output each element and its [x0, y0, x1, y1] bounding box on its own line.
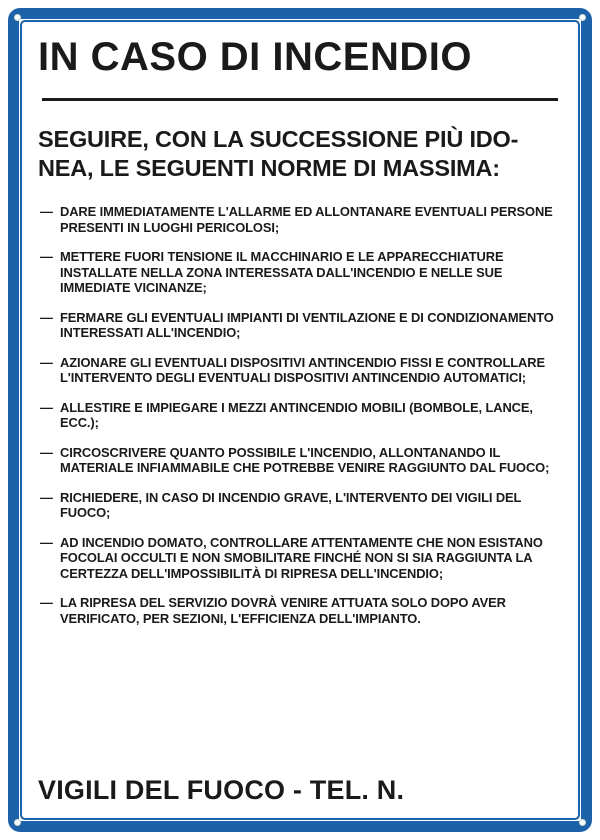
list-item — [40, 310, 564, 341]
list-item — [40, 204, 564, 235]
list-item — [40, 595, 564, 626]
list-item-text: AZIONARE GLI EVENTUALI DISPOSITIVI ANTINCENDIO FISSI E CONTROLLARE L'INTERVENTO DEGLI EVENTUALI DISPOSITIVI ANTINCENDIO AUTOMATICI; — [60, 354, 545, 386]
list-item-text: ALLESTIRE E IMPIEGARE I MEZZI ANTINCENDIO MOBILI (BOMBOLE, LANCE, ECC.); — [60, 399, 533, 431]
list-item — [40, 400, 564, 431]
mounting-hole-bottom-right — [579, 819, 586, 826]
sign-subtitle: SEGUIRE, CON LA SUCCESSIONE PIÙ IDO-NEA, LE SEGUENTI NORME DI MASSIMA: — [38, 126, 519, 181]
bullet-dash-icon: — — [40, 309, 53, 325]
bullet-dash-icon: — — [40, 489, 53, 505]
bullet-dash-icon: — — [40, 444, 53, 460]
list-item-text: AD INCENDIO DOMATO, CONTROLLARE ATTENTAMENTE CHE NON ESISTANO FOCOLAI OCCULTI E NON SMOBILITARE FINCHÉ NON SI SIA RAGGIUNTA LA CERTEZZA DELL'IMPOSSIBILITÀ DI RIPRESA DELL'INCENDIO; — [60, 534, 543, 581]
bullet-dash-icon: — — [40, 534, 53, 550]
title-divider — [42, 98, 558, 101]
bullet-dash-icon: — — [40, 595, 53, 611]
list-item — [40, 355, 564, 386]
list-item-text: LA RIPRESA DEL SERVIZIO DOVRÀ VENIRE ATTUATA SOLO DOPO AVER VERIFICATO, PER SEZIONI, L'EFFICIENZA DELL'IMPIANTO. — [60, 595, 506, 626]
list-item — [40, 249, 564, 295]
bullet-dash-icon: — — [40, 249, 53, 265]
sign-footer: VIGILI DEL FUOCO - TEL. N. — [38, 775, 405, 805]
bullet-dash-icon: — — [40, 204, 53, 220]
sign-title: IN CASO DI INCENDIO — [38, 35, 472, 79]
mounting-hole-top-right — [579, 14, 586, 21]
list-item-text: DARE IMMEDIATAMENTE L'ALLARME ED ALLONTANARE EVENTUALI PERSONE PRESENTI IN LUOGHI PERICOLOSI; — [60, 204, 553, 235]
sign-content — [32, 26, 568, 814]
list-item — [40, 490, 564, 521]
mounting-hole-bottom-left — [14, 819, 21, 826]
list-item-text: FERMARE GLI EVENTUALI IMPIANTI DI VENTILAZIONE E DI CONDIZIONAMENTO INTERESSATI ALL'INCENDIO; — [60, 309, 554, 341]
list-item — [40, 445, 564, 476]
bullet-dash-icon: — — [40, 354, 53, 370]
list-item-text: METTERE FUORI TENSIONE IL MACCHINARIO E LE APPARECCHIATURE INSTALLATE NELLA ZONA INTERESSATA DALL'INCENDIO E NELLE SUE IMMEDIATE VICINANZE; — [60, 249, 504, 296]
list-item-text: RICHIEDERE, IN CASO DI INCENDIO GRAVE, L'INTERVENTO DEI VIGILI DEL FUOCO; — [60, 489, 522, 521]
bullet-dash-icon: — — [40, 399, 53, 415]
list-item — [40, 535, 564, 581]
mounting-hole-top-left — [14, 14, 21, 21]
list-item-text: CIRCOSCRIVERE QUANTO POSSIBILE L'INCENDIO, ALLONTANANDO IL MATERIALE INFIAMMABILE CHE POTREBBE VENIRE RAGGIUNTO DAL FUOCO; — [60, 444, 550, 476]
instruction-list — [40, 204, 564, 626]
